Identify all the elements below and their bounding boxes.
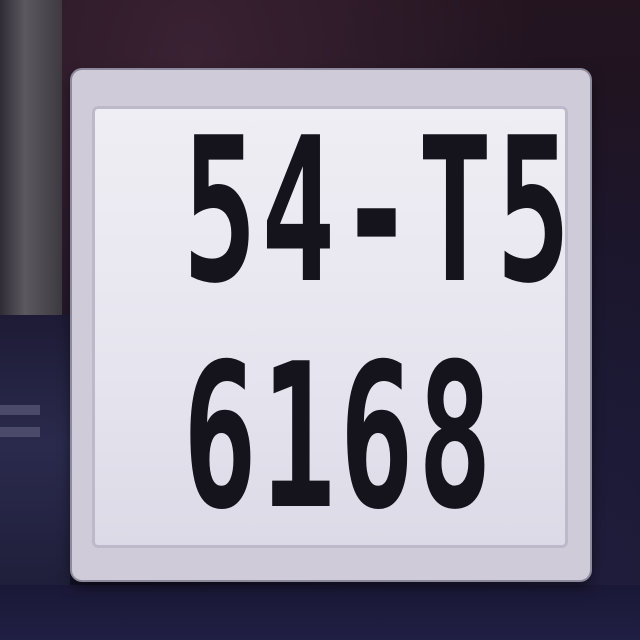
vehicle-lower-body (0, 585, 640, 640)
body-stripe (0, 427, 40, 437)
plate-registration-line-2: 6168 (182, 321, 496, 554)
mounting-post (0, 0, 62, 315)
license-plate-face (92, 95, 575, 554)
license-plate (72, 70, 590, 580)
plate-registration-line-1: 54-T5 (182, 95, 575, 328)
body-stripe (0, 405, 40, 415)
